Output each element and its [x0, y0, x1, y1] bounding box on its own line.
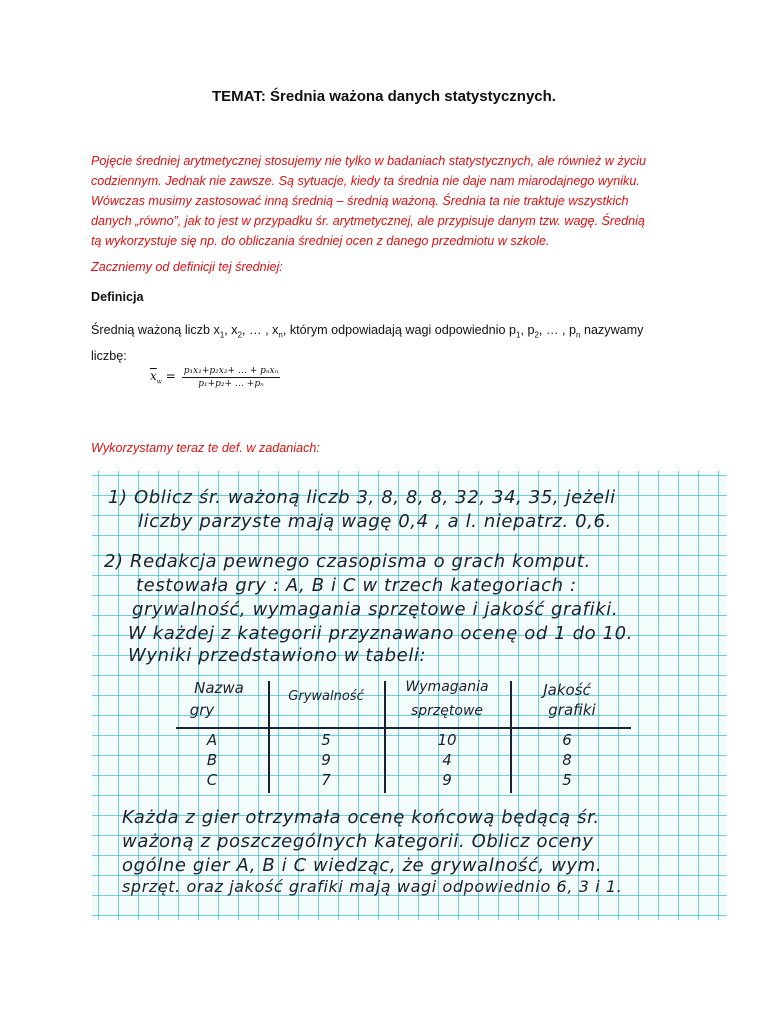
- table-header-cell: grafiki: [548, 701, 596, 719]
- table-cell: B: [206, 751, 218, 769]
- formula-denominator: p₁+p₂+ … +pₙ: [198, 379, 264, 389]
- task2-line-1: 2) Redakcja pewnego czasopisma o grach komput.: [104, 551, 591, 572]
- intro-line: tą wykorzystuje się np. do obliczania średniej ocen z danego przedmiotu w szkole.: [91, 234, 550, 248]
- table-cell: 10: [437, 731, 457, 749]
- table-cell: A: [206, 731, 218, 749]
- table-cell: C: [206, 771, 218, 789]
- table-header-rule: [176, 727, 631, 729]
- task2-line-3: grywalność, wymagania sprzętowe i jakość grafiki.: [132, 599, 619, 620]
- lead-text: Zaczniemy od definicji tej średniej:: [91, 260, 283, 274]
- table-header-cell: gry: [189, 701, 215, 719]
- formula-numerator: p₁x₁+p₂x₂+ … + pₙxₙ: [183, 366, 279, 376]
- formula-fraction: [182, 366, 280, 389]
- final-task-line-1: Każda z gier otrzymała ocenę końcową będącą śr.: [122, 807, 600, 828]
- table-header-cell: Jakość: [543, 681, 591, 699]
- table-cell: 5: [562, 771, 572, 789]
- intro-line: Pojęcie średniej arytmetycznej stosujemy nie tylko w badaniach statystycznych, ale również w życiu: [91, 154, 647, 168]
- final-task-line-2: ważoną z poszczególnych kategorii. Oblicz oceny: [122, 831, 594, 852]
- table-header-cell: sprzętowe: [410, 703, 484, 719]
- task2-line-4: W każdej z kategorii przyznawano ocenę od 1 do 10.: [128, 623, 633, 644]
- task2-line-5: Wyniki przedstawiono w tabeli:: [128, 645, 427, 666]
- table-cell: 5: [321, 731, 331, 749]
- definition-line-1: Średnią ważoną liczb $x_1$, $x_2$, … , $x_n$, którym odpowiadają wagi odpowiednio $p_1$, $p_2$, … , $p_n$ nazywamy: [91, 323, 644, 340]
- table-cell: 9: [321, 751, 331, 769]
- task2-line-2: testowała gry : A, B i C w trzech kategoriach :: [136, 575, 577, 596]
- page-title: TEMAT: Średnia ważona danych statystycznych.: [212, 88, 556, 105]
- weighted-mean-formula: [150, 366, 280, 389]
- definition-heading: Definicja: [91, 290, 144, 304]
- table-header-cell: Wymagania: [405, 679, 489, 695]
- ratings-table: [172, 675, 632, 795]
- intro-line: Wówczas musimy zastosować inną średnią – średnią ważoną. Średnia ta nie traktuje wszystkich: [91, 194, 629, 208]
- table-cell: 7: [321, 771, 331, 789]
- table-cell: 8: [562, 751, 572, 769]
- table-cell: 6: [562, 731, 572, 749]
- definition-text: [91, 320, 691, 366]
- tasks-intro-text: Wykorzystamy teraz te def. w zadaniach:: [91, 441, 320, 455]
- task1-line-2: liczby parzyste mają wagę 0,4 , a l. niepatrz. 0,6.: [138, 511, 612, 532]
- intro-line: danych „równo”, jak to jest w przypadku śr. arytmetycznej, ale przypisuje danym tzw. wagę. Średnią: [91, 214, 645, 228]
- table-cell: 9: [442, 771, 452, 789]
- table-header-cell: Nazwa: [194, 679, 244, 697]
- formula-lhs: $\overline{x}_w$ =: [150, 369, 176, 386]
- definition-line-2: liczbę:: [91, 348, 127, 363]
- intro-line: codziennym. Jednak nie zawsze. Są sytuacje, kiedy ta średnia nie daje nam miarodajnego wyniku.: [91, 174, 640, 188]
- final-task-line-3: ogólne gier A, B i C wiedząc, że grywalność, wym.: [122, 855, 603, 876]
- handwritten-notebook-image: [92, 471, 727, 920]
- final-task-line-4: sprzęt. oraz jakość grafiki mają wagi odpowiednio 6, 3 i 1.: [122, 877, 623, 896]
- table-header-cell: Grywalność: [288, 689, 364, 704]
- task1-line-1: 1) Oblicz śr. ważoną liczb 3, 8, 8, 8, 32, 34, 35, jeżeli: [108, 487, 616, 508]
- intro-paragraph: [91, 151, 691, 251]
- table-cell: 4: [442, 751, 452, 769]
